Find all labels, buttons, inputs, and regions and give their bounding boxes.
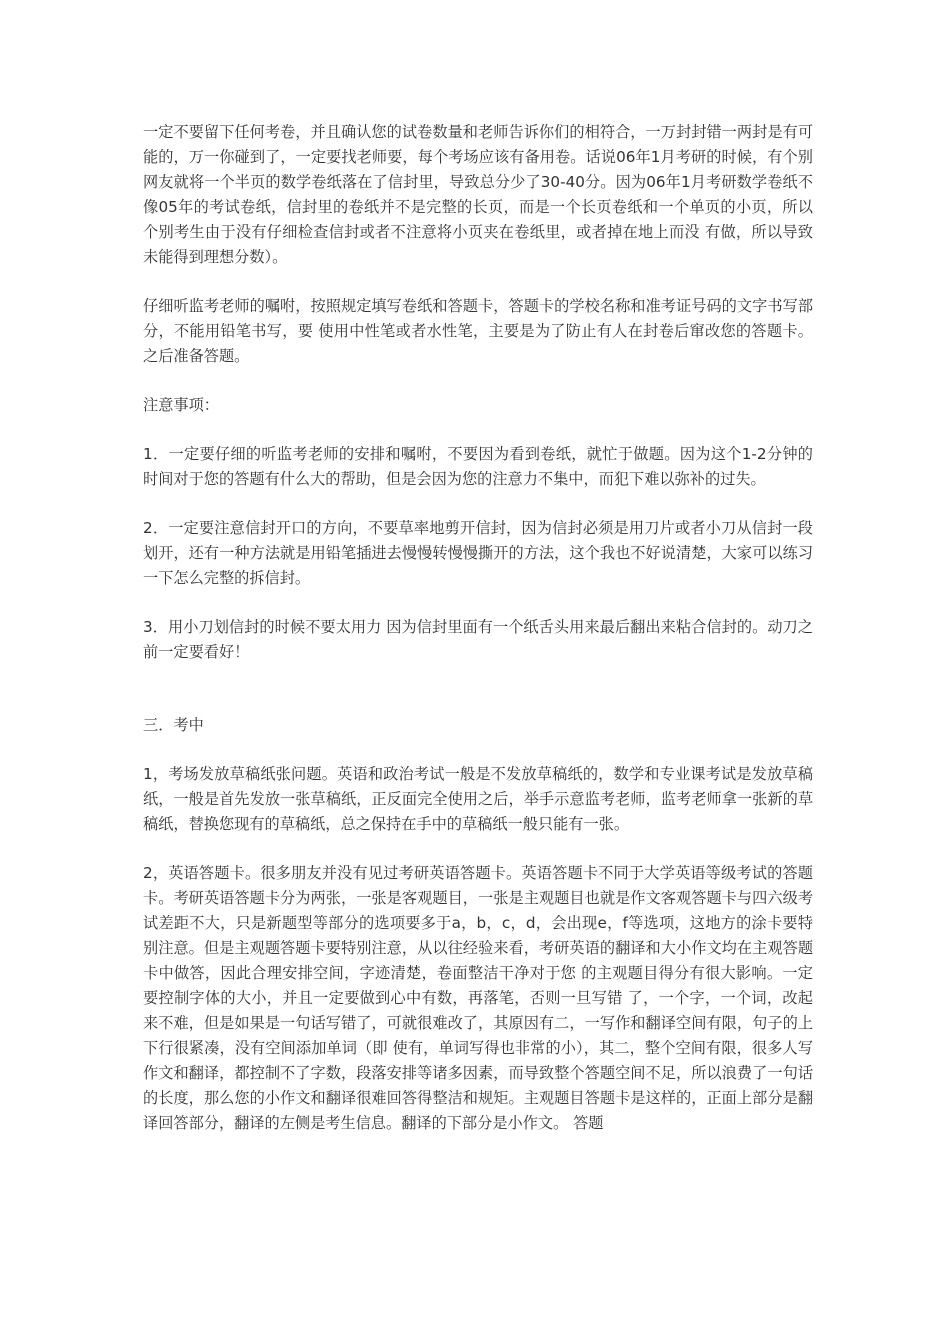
paragraph-backup-papers: 一定不要留下任何考卷，并且确认您的试卷数量和老师告诉你们的相符合，一万封封错一两封是有可能的，万一你碰到了，一定要找老师要，每个考场应该有备用卷。话说06年1月考研的时候，有个别网友就将一个半页的数学卷纸落在了信封里，导致总分少了30-40分。因为06年1月考研数学卷纸不像05年的考试卷纸，信封里的卷纸并不是完整的长页，而是一个长页卷纸和一个单页的小页，所以个别考生由于没有仔细检查信封或者不注意将小页夹在卷纸里，或者掉在地上而没 有做，所以导致未能得到理想分数）。 xyxy=(143,123,813,266)
paragraph-fill-answer-card: 仔细听监考老师的嘱咐，按照规定填写卷纸和答题卡，答题卡的学校名称和准考证号码的文字书写部分，不能用铅笔书写，要 使用中性笔或者水性笔，主要是为了防止有人在封卷后窜改您的答题卡。之后准备答题。 xyxy=(143,297,813,365)
section-heading-during-exam: 三．考中 xyxy=(143,716,204,734)
note-item-1: 1．一定要仔细的听监考老师的安排和嘱咐，不要因为看到卷纸，就忙于做题。因为这个1-2分钟的时间对于您的答题有什么大的帮助，但是会因为您的注意力不集中，而犯下难以弥补的过失。 xyxy=(143,445,813,488)
document-page xyxy=(143,120,813,1160)
paragraph-scratch-paper: 1，考场发放草稿纸张问题。英语和政治考试一般是不发放草稿纸的，数学和专业课考试是发放草稿纸，一般是首先发放一张草稿纸，正反面完全使用之后，举手示意监考老师，监考老师拿一张新的草稿纸，替换您现有的草稿纸，总之保持在手中的草稿纸一般只能有一张。 xyxy=(143,765,813,833)
note-item-2: 2．一定要注意信封开口的方向，不要草率地剪开信封，因为信封必须是用刀片或者小刀从信封一段划开，还有一种方法就是用铅笔插进去慢慢转慢慢撕开的方法，这个我也不好说清楚，大家可以练习一下怎么完整的拆信封。 xyxy=(143,519,813,587)
paragraph-english-answer-card: 2，英语答题卡。很多朋友并没有见过考研英语答题卡。英语答题卡不同于大学英语等级考试的答题卡。考研英语答题卡分为两张，一张是客观题目，一张是主观题目也就是作文客观答题卡与四六级考试差距不大，只是新题型等部分的选项要多于a，b，c，d，会出现e，f等选项，这地方的涂卡要特别注意。但是主观题答题卡要特别注意，从以往经验来看，考研英语的翻译和大小作文均在主观答题卡中做答，因此合理安排空间，字迹清楚，卷面整洁干净对于您 的主观题目得分有很大影响。一定要控制字体的大小，并且一定要做到心中有数，再落笔，否则一旦写错 了，一个字，一个词，改起来不难，但是如果是一句话写错了，可就很难改了，其原因有二，一写作和翻译空间有限，句子的上下行很紧凑，没有空间添加单词（即 使有，单词写得也非常的小），其二，整个空间有限，很多人写作文和翻译，都控制不了字数，段落安排等诸多因素，而导致整个答题空间不足，所以浪费了一句话的长度，那么您的小作文和翻译很难回答得整洁和规矩。主观题目答题卡是这样的，正面上部分是翻译回答部分，翻译的左侧是考生信息。翻译的下部分是小作文。 答题 xyxy=(143,864,813,1132)
notes-heading: 注意事项： xyxy=(143,396,219,414)
note-item-3: 3．用小刀划信封的时候不要太用力 因为信封里面有一个纸舌头用来最后翻出来粘合信封的。动刀之前一定要看好！ xyxy=(143,618,813,661)
